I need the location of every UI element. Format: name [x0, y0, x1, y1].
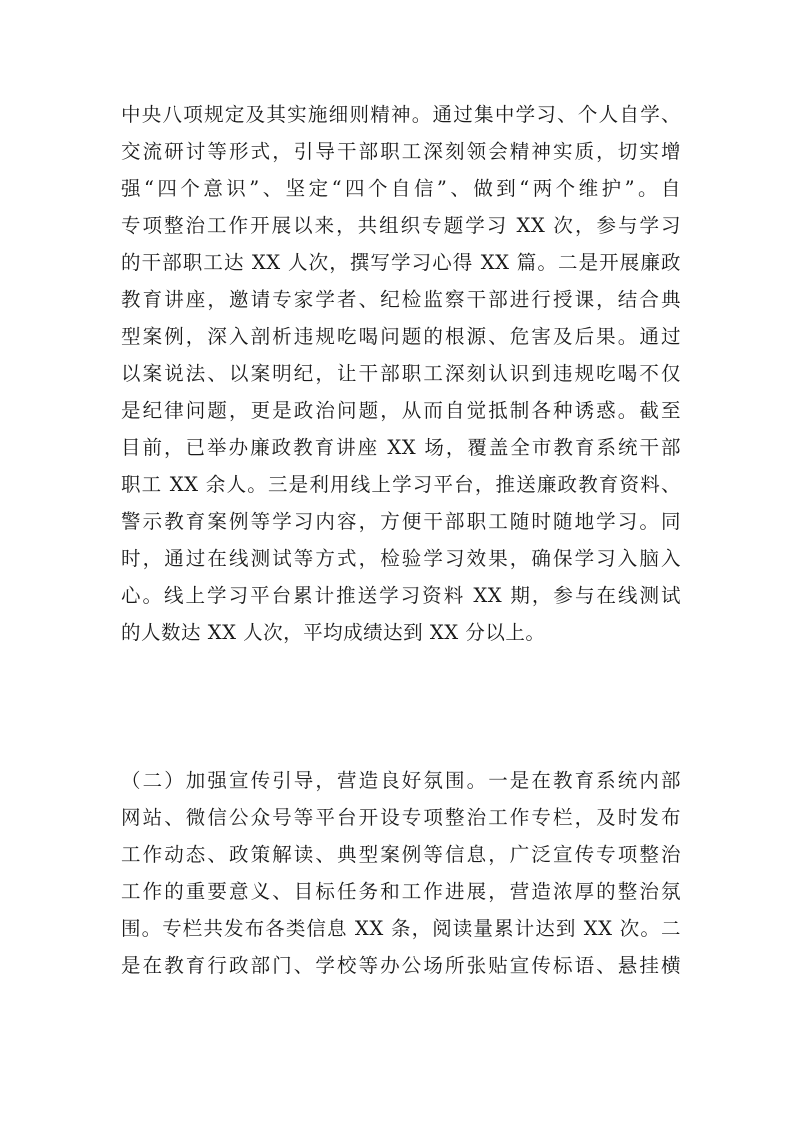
text-line: 教育讲座，邀请专家学者、纪检监察干部进行授课，结合典 — [121, 288, 681, 311]
text-line: 职工 XX 余人。三是利用线上学习平台，推送廉政教育资料、 — [121, 473, 681, 496]
text-line: 型案例，深入剖析违规吃喝问题的根源、危害及后果。通过 — [121, 325, 681, 348]
text-line: 专项整治工作开展以来，共组织专题学习 XX 次，参与学习 — [121, 214, 681, 237]
text-line: 的干部职工达 XX 人次，撰写学习心得 XX 篇。二是开展廉政 — [121, 251, 681, 274]
text-line: 中央八项规定及其实施细则精神。通过集中学习、个人自学、 — [121, 103, 681, 126]
text-line: 的人数达 XX 人次，平均成绩达到 XX 分以上。 — [121, 621, 546, 644]
text-line: 警示教育案例等学习内容，方便干部职工随时随地学习。同 — [121, 510, 681, 533]
text-line: 强“四个意识”、坚定“四个自信”、做到“两个维护”。自 — [121, 177, 681, 200]
text-line: 以案说法、以案明纪，让干部职工深刻认识到违规吃喝不仅 — [121, 362, 681, 385]
body-paragraph — [121, 96, 681, 651]
text-line: 心。线上学习平台累计推送学习资料 XX 期，参与在线测试 — [121, 584, 681, 607]
text-line: 围。专栏共发布各类信息 XX 条，阅读量累计达到 XX 次。二 — [121, 917, 681, 940]
text-line: 时，通过在线测试等方式，检验学习效果，确保学习入脑入 — [121, 547, 681, 570]
text-line: 是纪律问题，更是政治问题，从而自觉抵制各种诱惑。截至 — [121, 399, 681, 422]
text-line: 网站、微信公众号等平台开设专项整治工作专栏，及时发布 — [121, 806, 681, 829]
text-line: 工作动态、政策解读、典型案例等信息，广泛宣传专项整治 — [121, 843, 681, 866]
body-paragraph — [121, 762, 681, 984]
text-line: 目前，已举办廉政教育讲座 XX 场，覆盖全市教育系统干部 — [121, 436, 681, 459]
text-line: 交流研讨等形式，引导干部职工深刻领会精神实质，切实增 — [121, 140, 681, 163]
text-line: 工作的重要意义、目标任务和工作进展，营造浓厚的整治氛 — [121, 880, 681, 903]
text-line: 是在教育行政部门、学校等办公场所张贴宣传标语、悬挂横 — [121, 954, 681, 977]
text-line: （二）加强宣传引导，营造良好氛围。一是在教育系统内部 — [121, 769, 681, 792]
